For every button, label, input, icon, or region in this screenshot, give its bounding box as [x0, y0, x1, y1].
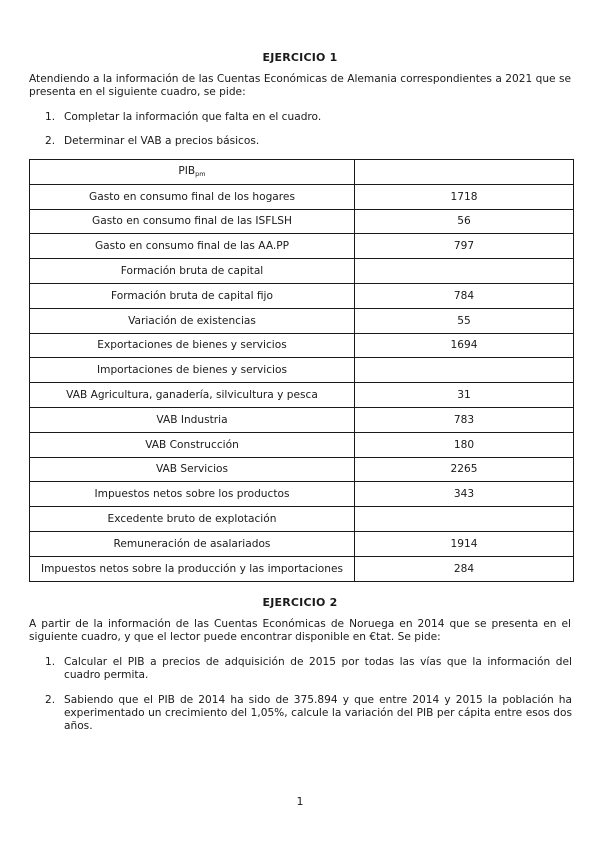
row-label: Remuneración de asalariados — [30, 531, 355, 556]
table-row — [30, 333, 574, 358]
task-number: 1. — [45, 656, 56, 668]
row-value: 2265 — [355, 457, 574, 482]
row-label: Impuestos netos sobre la producción y las importaciones — [30, 556, 355, 581]
exercise1-title: EJERCICIO 1 — [262, 51, 338, 64]
pib-subscript: pm — [195, 170, 206, 179]
row-label: Variación de existencias — [30, 308, 355, 333]
task-text: Calcular el PIB a precios de adquisición de 2015 por todas las vías que la información del cuadro permita. — [64, 656, 572, 681]
row-label: Formación bruta de capital — [30, 259, 355, 284]
table-row — [30, 407, 574, 432]
row-label: VAB Servicios — [30, 457, 355, 482]
row-value — [355, 507, 574, 532]
table-row — [30, 234, 574, 259]
row-label: Importaciones de bienes y servicios — [30, 358, 355, 383]
row-value: 1718 — [355, 184, 574, 209]
table-row — [30, 556, 574, 581]
row-label: VAB Industria — [30, 407, 355, 432]
row-value: 1694 — [355, 333, 574, 358]
table-row — [30, 358, 574, 383]
pib-label: PIB — [178, 165, 196, 178]
table-row — [30, 507, 574, 532]
row-label: Impuestos netos sobre los productos — [30, 482, 355, 507]
table-row — [30, 308, 574, 333]
row-value: 55 — [355, 308, 574, 333]
row-value — [355, 259, 574, 284]
row-value: 31 — [355, 383, 574, 408]
task-text: Completar la información que falta en el cuadro. — [64, 111, 322, 123]
row-value: 56 — [355, 209, 574, 234]
row-value: 180 — [355, 432, 574, 457]
row-label: VAB Construcción — [30, 432, 355, 457]
header-value-cell — [355, 160, 574, 185]
row-value: 1914 — [355, 531, 574, 556]
table-row — [30, 457, 574, 482]
row-value: 284 — [355, 556, 574, 581]
row-label: Excedente bruto de explotación — [30, 507, 355, 532]
exercise1-task-2 — [45, 135, 572, 148]
exercise2-intro: A partir de la información de las Cuentas Económicas de Noruega en 2014 que se presenta en el siguiente cuadro, y que el lector puede encontrar disponible en €tat. Se pide: — [29, 618, 571, 643]
table-row — [30, 209, 574, 234]
task-number: 2. — [45, 694, 56, 706]
row-label: Formación bruta de capital fijo — [30, 283, 355, 308]
row-value: 343 — [355, 482, 574, 507]
row-value — [355, 358, 574, 383]
table-row — [30, 482, 574, 507]
exercise2-task-2 — [45, 694, 572, 733]
row-label: Gasto en consumo final de las ISFLSH — [30, 209, 355, 234]
page-number: 1 — [296, 795, 304, 808]
accounts-table — [29, 159, 574, 582]
table-header-row — [30, 160, 574, 185]
task-number: 2. — [45, 135, 56, 147]
table-row — [30, 383, 574, 408]
exercise1-task-1 — [45, 111, 572, 124]
task-text: Sabiendo que el PIB de 2014 ha sido de 375.894 y que entre 2014 y 2015 la población ha experimentado un crecimiento del 1,05%, calcule la variación del PIB per cápita entre esos dos años. — [64, 694, 572, 732]
row-label: Gasto en consumo final de los hogares — [30, 184, 355, 209]
exercise1-intro: Atendiendo a la información de las Cuentas Económicas de Alemania correspondientes a 2021 que se presenta en el siguiente cuadro, se pide: — [29, 73, 571, 98]
task-number: 1. — [45, 111, 56, 123]
row-value: 784 — [355, 283, 574, 308]
table-row — [30, 259, 574, 284]
table-row — [30, 283, 574, 308]
table-row — [30, 531, 574, 556]
task-text: Determinar el VAB a precios básicos. — [64, 135, 260, 147]
row-label: Gasto en consumo final de las AA.PP — [30, 234, 355, 259]
table-row — [30, 432, 574, 457]
header-label-cell — [30, 160, 355, 185]
row-label: Exportaciones de bienes y servicios — [30, 333, 355, 358]
row-value: 783 — [355, 407, 574, 432]
row-value: 797 — [355, 234, 574, 259]
row-label: VAB Agricultura, ganadería, silvicultura y pesca — [30, 383, 355, 408]
exercise2-task-1 — [45, 656, 572, 682]
table-row — [30, 184, 574, 209]
exercise2-title: EJERCICIO 2 — [262, 596, 338, 609]
